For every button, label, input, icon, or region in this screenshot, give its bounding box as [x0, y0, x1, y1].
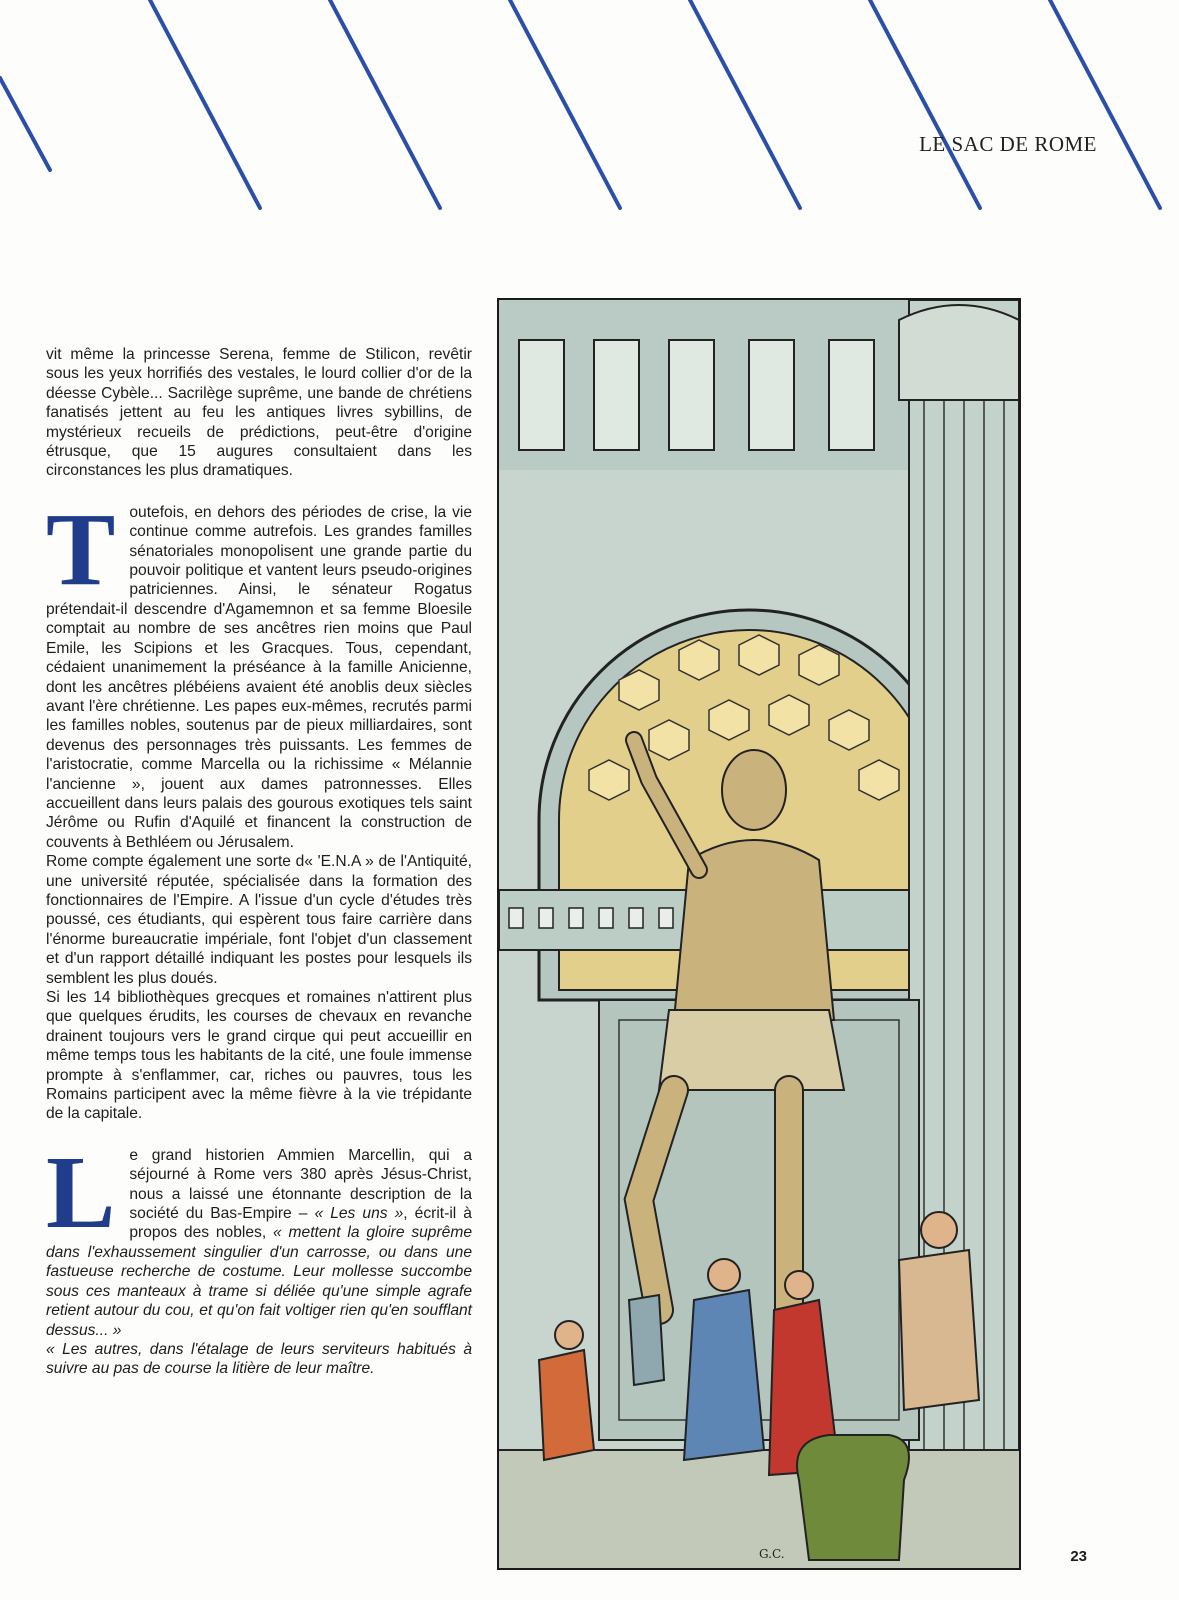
header-stripes	[0, 0, 1179, 220]
illustration	[497, 298, 1021, 1570]
paragraph: Toutefois, en dehors des périodes de crise, la vie continue comme autrefois. Les grandes familles sénatoriales monopolisent une grande partie du pouvoir politique et vantent leurs pseudo-origines patriciennes. Ainsi, le sénateur Rogatus prétendait-il descendre d'Agamemnon et sa femme Bloesile comptait au nombre de ses ancêtres rien moins que Paul Emile, les Scipions et les Gracques. Tous, cependant, cédaient unanimement la préséance à la famille Anicienne, dont les ancêtres plébéiens avaient été anoblis deux siècles avant l'ère chrétienne. Les papes eux-mêmes, recrutés parmi les familles nobles, soutenus par de pieux milliardaires, sont devenus des personnages très puissants. Les femmes de l'aristocratie, comme Marcella ou la richissime « Mélannie l'ancienne », jouent aux dames patronnesses. Elles accueillent dans leurs palais des gourous exotiques tels saint Jérôme ou Rufin d'Aquilé et financent la construction de couvents à Bethléem ou Jérusalem.	[46, 491, 472, 851]
paragraph: Si les 14 bibliothèques grecques et romaines n'attirent plus que quelques érudits, les courses de chevaux en revanche drainent toujours vers le grand cirque qui peut accueillir en même temps tous les habitants de la cité, une foule immense prompte à s'enflammer, car, riches ou pauvres, tous les Romains participent avec la même fièvre à la vie trépidante de la capitale.	[46, 989, 472, 1123]
drop-cap: T	[46, 491, 116, 607]
paragraph: vit même la princesse Serena, femme de Stilicon, revêtir sous les yeux horrifiés des vestales, le lourd collier d'or de la déesse Cybèle... Sacrilège suprême, une bande de chrétiens fanatisés jettent au feu les antiques livres sybillins, de mystérieux recueils de prédictions, peut-être d'origine étrusque, que 15 augures consultaient dans les circonstances les plus dramatiques.	[46, 346, 472, 480]
article-body	[46, 345, 472, 1379]
paragraph: Le grand historien Ammien Marcellin, qui a séjourné à Rome vers 380 après Jésus-Christ, nous a laissé une étonnante description de la société du Bas-Empire – « Les uns », écrit-il à propos des nobles, « mettent la gloire suprême dans l'exhaussement singulier d'un carrosse, ou dans une fastueuse recherche de costume. Leur mollesse succombe sous ces manteaux à trame si déliée qu'une simple agrafe retient autour du cou, et qu'on fait voltiger rien qu'en soufflant dessus... »	[46, 1134, 473, 1339]
drop-cap: L	[46, 1134, 116, 1250]
statue-scene	[499, 300, 1019, 1568]
paragraph: Rome compte également une sorte d« 'E.N.A » de l'Antiquité, une université réputée, spécialisée dans la formation des fonctionnaires de l'Empire. A l'issue d'un cycle d'études très poussé, ces étudiants, qui espèrent tous faire carrière dans l'énorme bureaucratie impériale, font l'objet d'un classement et d'un rapport détaillé indiquant les postes pour lesquels ils semblent les plus doués.	[46, 853, 472, 987]
running-head: LE SAC DE ROME	[919, 132, 1097, 156]
illustration-signature: G.C.	[759, 1547, 785, 1561]
paragraph: « Les autres, dans l'étalage de leurs serviteurs habitués à suivre au pas de course la litière de leur maître.	[46, 1340, 472, 1378]
page-number: 23	[1070, 1548, 1087, 1565]
